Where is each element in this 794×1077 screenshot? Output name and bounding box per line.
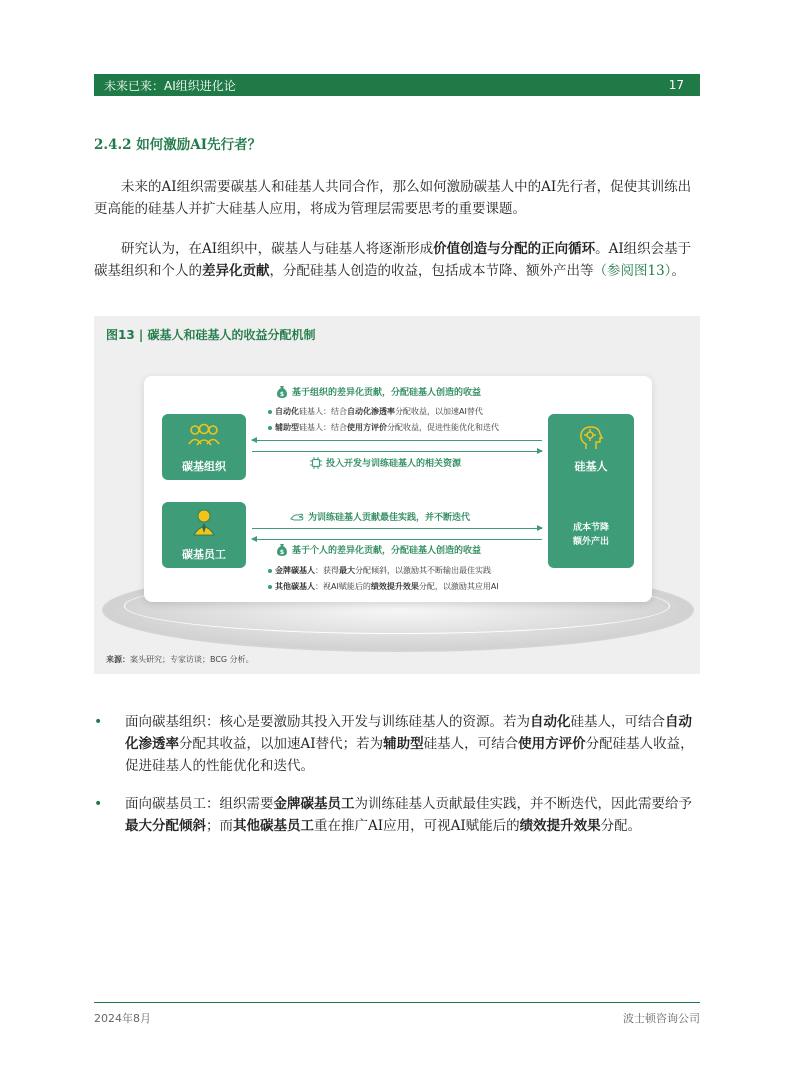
figure-title: 图13 | 碳基人和硅基人的收益分配机制 [106, 328, 316, 342]
bullet-carbon-employee [94, 793, 700, 837]
section-title: 2.4.2 如何激励AI先行者？ [94, 137, 262, 153]
bold-span: 使用方评价 [347, 423, 387, 432]
footer-date: 2024年8月 [94, 1012, 151, 1025]
text-span: 研究认为，在AI组织中，碳基人与硅基人将逐渐形成 [121, 241, 434, 257]
bold-span: 金牌碳基员工 [273, 796, 355, 812]
text-span: 。AI组织会基于碳基组织和个人的 [94, 241, 692, 279]
person-icon [192, 508, 216, 536]
arrow-silicon-to-emp [252, 539, 542, 540]
text-span: 。 [671, 263, 685, 279]
bold-span: 自动化渗透率 [125, 714, 692, 752]
footer-company: 波士顿咨询公司 [623, 1012, 700, 1025]
silicon-box [548, 414, 634, 568]
paragraph-research [94, 238, 700, 282]
bold-span: 自动化 [275, 407, 299, 416]
arrow-silicon-to-org [252, 440, 542, 441]
text-span: 分配，以激励其应用AI [418, 582, 499, 591]
arrow-org-to-silicon [252, 451, 542, 452]
bold-span: 绩效提升效果 [519, 818, 601, 834]
bold-span: 差异化贡献 [202, 263, 270, 279]
header-title: 未来已来：AI组织进化论 [104, 78, 236, 93]
group-people-icon [187, 422, 221, 448]
figure-13 [94, 316, 700, 674]
practice-heading-text: 为训练硅基人贡献最佳实践，并不断迭代 [308, 513, 471, 523]
text-span: 面向碳基组织：核心是要激励其投入开发与训练硅基人的资源。若为 [125, 714, 530, 730]
svg-text:$: $ [279, 549, 285, 556]
mid-heading [310, 456, 461, 469]
text-span: 硅基人：结合 [299, 407, 347, 416]
bold-span: 自动化 [530, 714, 571, 730]
bullet-dot [268, 426, 272, 430]
carbon-employee-box [162, 502, 246, 568]
text-span: ；而 [206, 818, 233, 834]
text-span: 分配硅基人收益，促进硅基人的性能优化和迭代。 [125, 736, 694, 774]
silicon-sub-cost: 成本节降 [572, 523, 609, 533]
text-span: 分配倾斜，以激励其不断输出最佳实践 [355, 566, 491, 575]
chip-icon [310, 457, 322, 469]
text-span: 分配其收益，以加速AI替代；若为 [179, 736, 384, 752]
bold-span: 辅助型 [275, 423, 299, 432]
ai-head-icon [577, 424, 605, 452]
carbon-org-box [162, 414, 246, 480]
paragraph-intro: 未来的AI组织需要碳基人和硅基人共同合作，那么如何激励碳基人中的AI先行者，促使其训练出更高能的硅基人并扩大硅基人应用，将成为管理层需要思考的重要课题。 [94, 179, 692, 217]
bold-span: 其他碳基员工 [233, 818, 314, 834]
text-span: 硅基人，可结合 [570, 714, 665, 730]
carbon-employee-label: 碳基员工 [182, 548, 226, 561]
text-span: ：获得 [315, 566, 339, 575]
source-label: 来源： [106, 655, 130, 664]
money-bag-icon [276, 543, 288, 556]
top-heading-text: 基于组织的差异化贡献，分配硅基人创造的收益 [292, 388, 482, 398]
header-bar [94, 74, 700, 96]
mid-heading-text: 投入开发与训练硅基人的相关资源 [326, 459, 462, 469]
text-span: 分配。 [600, 818, 642, 834]
bold-span: 绩效提升效果 [370, 582, 419, 591]
source-text: 案头研究；专家访谈；BCG 分析。 [130, 655, 254, 664]
bottom-heading [276, 543, 481, 556]
money-bag-icon [276, 385, 288, 398]
bold-span: 最大分配倾斜 [125, 818, 206, 834]
bullet-carbon-org [94, 711, 700, 777]
top-line-assistive [268, 422, 499, 433]
text-span: ，分配硅基人创造的收益，包括成本节降、额外产出等 [269, 263, 594, 279]
text-span: 分配收益，以加速AI替代 [395, 407, 483, 416]
top-heading [276, 385, 481, 398]
bold-span: 辅助型 [383, 736, 424, 752]
text-span: 分配收益，促进性能优化和迭代 [387, 423, 499, 432]
text-span: 重在推广AI应用，可视AI赋能后的 [314, 818, 520, 834]
bold-span: 自动化渗透率 [347, 407, 395, 416]
page-number: 17 [668, 78, 684, 92]
bottom-line-gold [268, 565, 491, 576]
hand-icon [290, 512, 304, 522]
text-span: 硅基人：结合 [299, 423, 347, 432]
bullet-dot [268, 569, 272, 573]
text-span: 硅基人，可结合 [423, 736, 519, 752]
diagram-card [144, 376, 652, 602]
silicon-sub-output: 额外产出 [572, 537, 609, 547]
bold-span: 最大 [339, 566, 355, 575]
practice-heading [290, 510, 470, 523]
svg-text:$: $ [279, 391, 285, 398]
text-span: ：视AI赋能后的 [315, 582, 371, 591]
figure-source [106, 654, 254, 665]
figure-reference-link[interactable]: （参阅图13） [593, 263, 672, 279]
bold-span: 金牌碳基人 [275, 566, 315, 575]
bullet-dot [268, 585, 272, 589]
top-line-automation [268, 406, 483, 417]
text-span: 面向碳基员工：组织需要 [125, 796, 274, 812]
bold-span: 使用方评价 [518, 736, 586, 752]
bold-span: 其他碳基人 [275, 582, 315, 591]
text-span: 为训练硅基人贡献最佳实践，并不断迭代，因此需要给予 [354, 796, 692, 812]
bullet-dot [268, 410, 272, 414]
arrow-emp-to-silicon [252, 528, 542, 529]
bottom-line-other [268, 581, 499, 592]
bold-span: 价值创造与分配的正向循环 [433, 241, 596, 257]
silicon-label: 硅基人 [574, 460, 608, 473]
bottom-heading-text: 基于个人的差异化贡献，分配硅基人创造的收益 [292, 546, 482, 556]
footer-divider [94, 1002, 700, 1003]
carbon-org-label: 碳基组织 [182, 460, 226, 473]
